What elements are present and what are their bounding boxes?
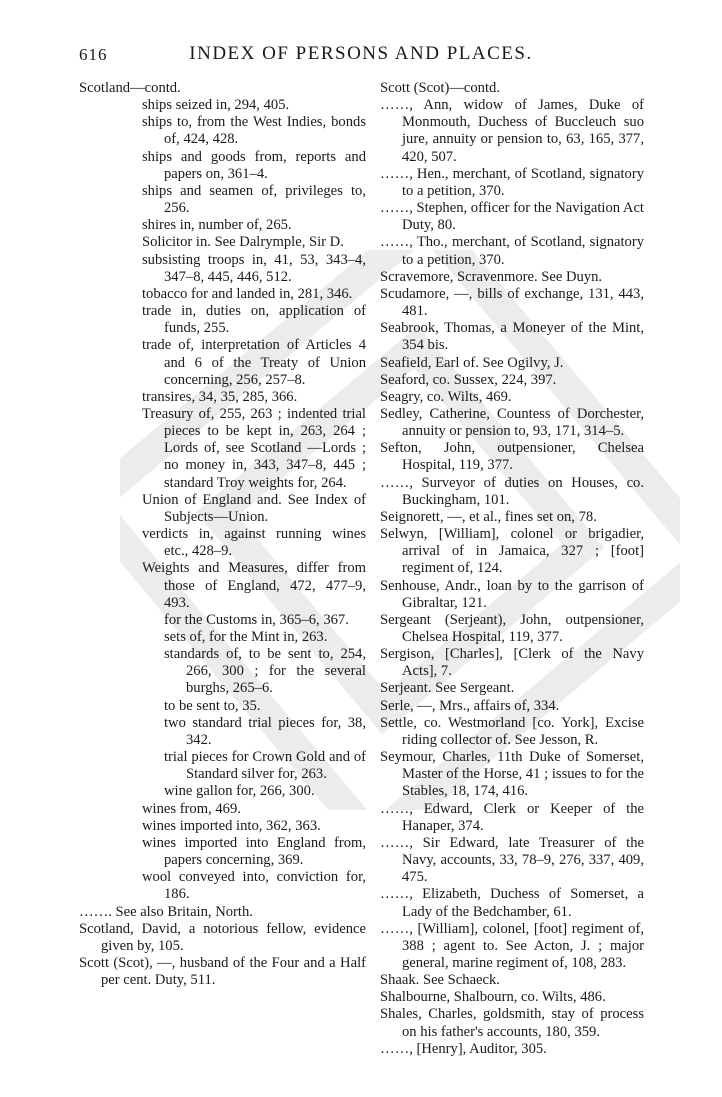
index-entry: ships seized in, 294, 405. [142,97,290,114]
index-entry: Sedley, Catherine, Countess of Dorchester, annuity or pension to, 93, 171, 314–5. [380,405,644,440]
index-entry: Scott (Scot), —, husband of the Four and a Half per cent. Duty, 511. [79,954,366,989]
index-entry: Scotland, David, a notorious fellow, evidence given by, 105. [79,920,366,954]
index-entry: wines from, 469. [142,800,241,817]
index-entry: Treasury of, 255, 263 ; indented trial pieces to be kept in, 263, 264 ; Lords of, see Scotland —Lords ; no money in, 343, 347–8, 445 ; standard Troy weights for, 264. [142,405,366,491]
index-entry: Senhouse, Andr., loan by to the garrison of Gibraltar, 121. [380,577,644,611]
index-entry: ……, [Henry], Auditor, 305. [380,1040,547,1057]
index-entry: subsisting troops in, 41, 53, 343–4, 347–8, 445, 446, 512. [142,251,366,285]
index-entry: wool conveyed into, conviction for, 186. [142,869,366,903]
right-column [380,80,644,1058]
index-entry: Seabrook, Thomas, a Moneyer of the Mint, 354 bis. [380,320,644,354]
index-entry: wines imported into, 362, 363. [142,817,321,834]
index-entry: standards of, to be sent to, 254, 266, 300 ; for the several burghs, 265–6. [164,646,366,697]
index-entry: Seignorett, —, et al., fines set on, 78. [380,508,597,525]
index-entry: ……. See also Britain, North. [79,903,253,920]
index-entry: Serjeant. See Sergeant. [380,680,515,697]
index-entry: ……, Surveyor of duties on Houses, co. Buckingham, 101. [380,474,644,508]
index-entry: wines imported into England from, papers concerning, 369. [142,834,366,869]
index-entry: two standard trial pieces for, 38, 342. [164,714,366,748]
index-entry: Sergison, [Charles], [Clerk of the Navy Acts], 7. [380,646,644,680]
index-entry: Sefton, John, outpensioner, Chelsea Hospital, 119, 377. [380,440,644,474]
index-entry: ……, Ann, widow of James, Duke of Monmouth, Duchess of Buccleuch suo jure, annuity or pension to, 63, 165, 377, 420, 507. [380,97,644,165]
index-entry: trial pieces for Crown Gold and of Standard silver for, 263. [164,749,366,783]
index-entry: ……, [William], colonel, [foot] regiment of, 388 ; agent to. See Acton, J. ; major general, marine regiment of, 108, 283. [380,920,644,971]
index-entry: Sergeant (Serjeant), John, outpensioner, Chelsea Hospital, 119, 377. [380,611,644,645]
index-entry: wine gallon for, 266, 300. [164,783,315,800]
index-entry: trade in, duties on, application of funds, 255. [142,303,366,337]
index-entry: trade of, interpretation of Articles 4 and 6 of the Treaty of Union concerning, 256, 257–8. [142,337,366,388]
index-entry: Selwyn, [William], colonel or brigadier, arrival of in Jamaica, 327 ; [foot] regiment of, 124. [380,526,644,577]
left-column [79,80,366,989]
index-entry: Seaford, co. Sussex, 224, 397. [380,371,557,388]
index-entry: tobacco for and landed in, 281, 346. [142,285,353,302]
index-entry: Scudamore, —, bills of exchange, 131, 443, 481. [380,285,644,320]
index-entry: Weights and Measures, differ from those of England, 472, 477–9, 493. [142,560,366,611]
index-entry: ships and seamen of, privileges to, 256. [142,182,366,217]
index-entry: ……, Hen., merchant, of Scotland, signatory to a petition, 370. [380,165,644,199]
index-entry: Scravemore, Scravenmore. See Duyn. [380,268,603,285]
index-entry: Solicitor in. See Dalrymple, Sir D. [142,234,344,251]
index-entry: ……, Tho., merchant, of Scotland, signatory to a petition, 370. [380,234,644,268]
index-entry: Settle, co. Westmorland [co. York], Excise riding collector of. See Jesson, R. [380,714,644,748]
index-entry: Shalbourne, Shalbourn, co. Wilts, 486. [380,989,606,1006]
index-entry: Scott (Scot)—contd. [380,80,500,96]
index-entry: Scotland—contd. [79,80,181,96]
index-entry: ships to, from the West Indies, bonds of, 424, 428. [142,114,366,148]
index-entry: verdicts in, against running wines etc., 428–9. [142,526,366,560]
index-entry: Union of England and. See Index of Subjects—Union. [142,491,366,525]
index-entry: transires, 34, 35, 285, 366. [142,388,298,405]
index-entry: ……, Edward, Clerk or Keeper of the Hanaper, 374. [380,800,644,834]
index-entry: Seagry, co. Wilts, 469. [380,388,512,405]
page-number: 616 [79,45,108,64]
index-entry: Serle, —, Mrs., affairs of, 334. [380,697,560,714]
running-title: INDEX OF PERSONS AND PLACES. [189,43,533,64]
index-entry: for the Customs in, 365–6, 367. [164,611,349,628]
index-entry: Seafield, Earl of. See Ogilvy, J. [380,354,564,371]
index-entry: ships and goods from, reports and papers on, 361–4. [142,148,366,182]
index-entry: Shaak. See Schaeck. [380,972,500,989]
index-entry: shires in, number of, 265. [142,217,292,234]
index-entry: ……, Elizabeth, Duchess of Somerset, a Lady of the Bedchamber, 61. [380,886,644,920]
index-entry: ……, Sir Edward, late Treasurer of the Navy, accounts, 33, 78–9, 276, 337, 409, 475. [380,834,644,886]
index-entry: ……, Stephen, officer for the Navigation Act Duty, 80. [380,200,644,234]
index-entry: Seymour, Charles, 11th Duke of Somerset, Master of the Horse, 41 ; issues to for the Stables, 18, 174, 416. [380,749,644,800]
index-entry: Shales, Charles, goldsmith, stay of process on his father's accounts, 180, 359. [380,1006,644,1040]
index-entry: sets of, for the Mint in, 263. [164,629,328,645]
index-entry: to be sent to, 35. [164,697,261,714]
